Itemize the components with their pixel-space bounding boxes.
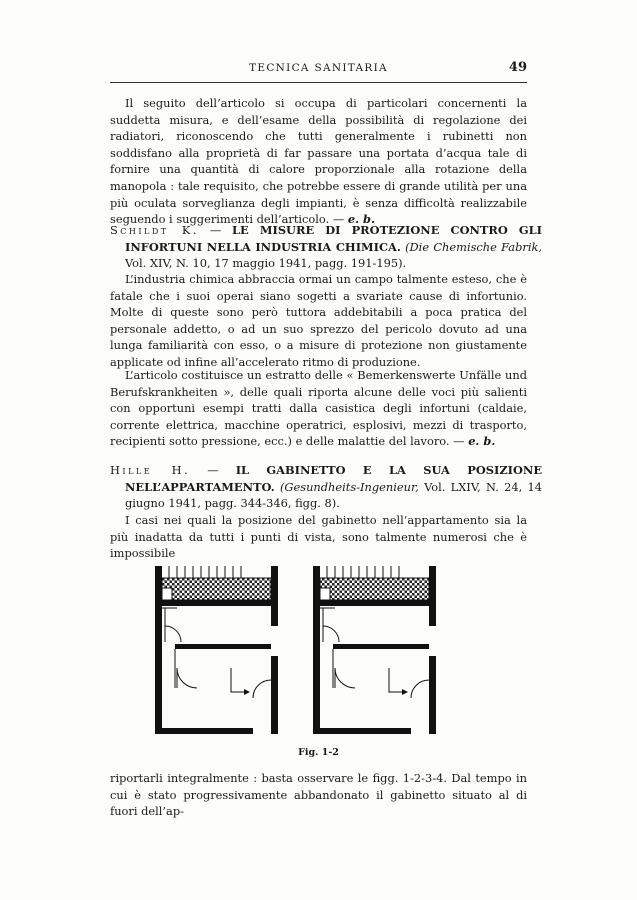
paragraph-text: riportarli integralmente : basta osservare le figg. 1-2-3-4. Dal tempo in cui è stato progressivamente abbandonato il gabinetto situato al di fuori dell’ap- [110,771,527,819]
entry-citation: Vol. XIV, N. 10, 17 maggio 1941, pagg. 191-195). [125,256,407,271]
entry-author: Hille H. [110,463,191,477]
page-number: 49 [508,60,527,75]
header-rule [110,82,527,83]
figure-caption: Fig. 1-2 [298,747,339,758]
paragraph-text: I casi nei quali la posizione del gabinetto nell’appartamento sia la più inadatta da tutti i punti di vista, sono talmente numerosi che è impossibile [110,513,527,561]
floor-plan-left [155,566,278,734]
paragraph-radiator-summary [110,95,527,228]
entry-journal: (Gesundheits-Ingenieur, [274,479,419,494]
entry-title: IL GABINETTO E LA SUA POSIZIONE NELL’APPARTAMENTO. [125,463,542,494]
floor-plan-right [313,566,436,734]
bibliography-entry-hille [110,462,542,512]
bibliography-entry-schildt [110,222,542,272]
floor-plan-figure [147,548,487,738]
paragraph-chemical-industry [110,271,527,371]
paragraph-text: Il seguito dell’articolo si occupa di particolari concernenti la suddetta misura, e dell’esame della possibilità di regolazione dei radiatori, riconoscendo che tutti generalmente i rubinetti non soddisfano alla proprietà di far passare una portata d’acqua tale di fornire una quantità di calore proporzionale alla rotazione della manopola : tale requisito, che potrebbe essere di grande utilità per una più oculata sorveglianza degli impianti, è senza difficoltà realizzabile seguendo i suggerimenti dell’articolo. — [110,96,527,227]
paragraph-text: L’articolo costituisce un estratto delle « Bemerkenswerte Unfälle und Berufskrankheiten », delle quali riporta alcune delle voci più salienti con opportuni esempi tratti dalla casistica degli infortuni (caldaie, corrente elettrica, macchine operatrici, esplosivi, mezzi di trasporto, recipienti sotto pressione, ecc.) e delle malattie del lavoro. — [110,368,527,449]
entry-title: LE MISURE DI PROTEZIONE CONTRO GLI INFORTUNI NELLA INDUSTRIA CHIMICA. [125,223,542,254]
paragraph-text: L’industria chimica abbraccia ormai un campo talmente esteso, che è fatale che i suoi operai siano sogetti a svariate cause di infortunio. Molte di queste sono però tuttora addebitabili a poca pratica del personale addetto, o ad un suo sprezzo del pericolo dovuto ad una lunga familiarità con esso, o a misure di protezione non giustamente applicate od infine all’accelerato ritmo di produzione. [110,272,527,369]
running-title: TECNICA SANITARIA [249,62,388,74]
entry-journal: (Die Chemische Fabrik, [405,239,542,254]
entry-citation: Vol. LXIV, N. 24, 14 giugno 1941, pagg. 344-346, figg. 8). [125,479,542,511]
entry-author: Schildt K. [110,223,200,237]
paragraph-figures-reference [110,770,527,820]
signature: e. b. [347,212,375,227]
signature: e. b. [468,434,496,449]
entry-dash: — [190,463,236,477]
paragraph-article-extract [110,367,527,450]
entry-dash: — [199,223,233,237]
